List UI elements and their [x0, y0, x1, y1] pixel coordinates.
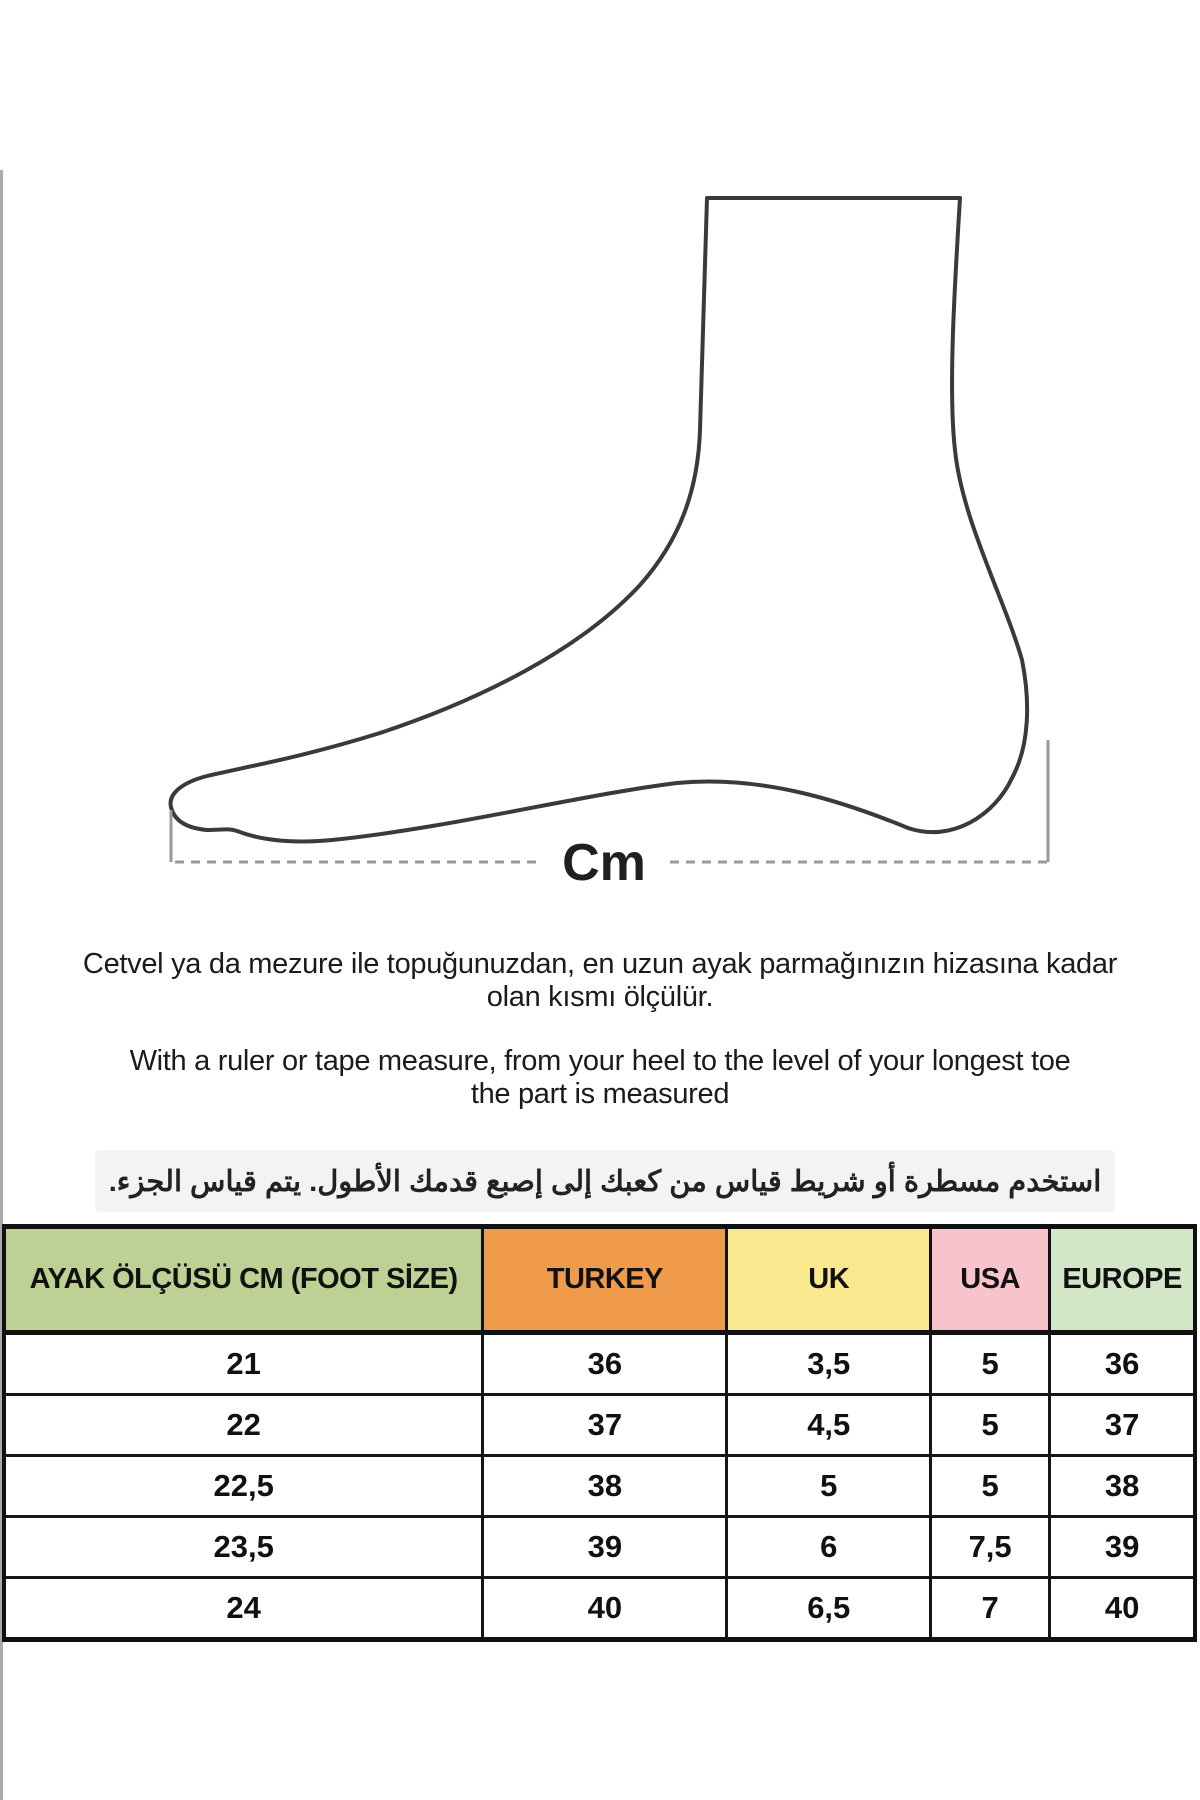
cell-europe: 37 — [1050, 1395, 1195, 1456]
cell-usa: 5 — [931, 1456, 1050, 1517]
cell-uk: 5 — [727, 1456, 931, 1517]
cell-europe: 39 — [1050, 1517, 1195, 1578]
cell-turkey: 36 — [483, 1333, 727, 1395]
instruction-turkish-line1: Cetvel ya da mezure ile topuğunuzdan, en uzun ayak parmağınızın hizasına kadar — [82, 948, 1118, 980]
cell-europe: 36 — [1050, 1333, 1195, 1395]
cell-turkey: 37 — [483, 1395, 727, 1456]
instruction-arabic: استخدم مسطرة أو شريط قياس من كعبك إلى إصبع قدمك الأطول. يتم قياس الجزء. — [108, 1165, 1102, 1198]
cell-usa: 7 — [931, 1578, 1050, 1640]
header-usa: USA — [931, 1227, 1050, 1333]
cm-unit-label: Cm — [562, 834, 646, 892]
cell-usa: 5 — [931, 1395, 1050, 1456]
cell-foot-size: 22,5 — [4, 1456, 483, 1517]
cell-turkey: 39 — [483, 1517, 727, 1578]
cell-usa: 7,5 — [931, 1517, 1050, 1578]
instruction-arabic-strip — [95, 1150, 1115, 1212]
cell-uk: 3,5 — [727, 1333, 931, 1395]
table-row — [4, 1456, 1195, 1517]
cell-foot-size: 24 — [4, 1578, 483, 1640]
cell-turkey: 38 — [483, 1456, 727, 1517]
cell-turkey: 40 — [483, 1578, 727, 1640]
size-conversion-table — [2, 1224, 1197, 1642]
cell-usa: 5 — [931, 1333, 1050, 1395]
cell-foot-size: 23,5 — [4, 1517, 483, 1578]
header-uk: UK — [727, 1227, 931, 1333]
header-europe: EUROPE — [1050, 1227, 1195, 1333]
foot-measurement-diagram — [130, 150, 1080, 895]
instruction-english — [40, 1045, 1160, 1111]
instruction-english-line1: With a ruler or tape measure, from your heel to the level of your longest toe — [129, 1045, 1071, 1077]
cell-uk: 4,5 — [727, 1395, 931, 1456]
cell-europe: 40 — [1050, 1578, 1195, 1640]
table-row — [4, 1395, 1195, 1456]
instruction-turkish — [40, 948, 1160, 1014]
header-turkey: TURKEY — [483, 1227, 727, 1333]
table-row — [4, 1517, 1195, 1578]
foot-outline-drawing — [171, 198, 1028, 841]
instruction-english-line2: the part is measured — [470, 1078, 730, 1110]
instruction-turkish-line2: olan kısmı ölçülür. — [486, 981, 714, 1013]
size-table-header-row — [4, 1227, 1195, 1333]
cell-foot-size: 21 — [4, 1333, 483, 1395]
cell-uk: 6 — [727, 1517, 931, 1578]
cell-foot-size: 22 — [4, 1395, 483, 1456]
header-foot-size: AYAK ÖLÇÜSÜ CM (FOOT SİZE) — [4, 1227, 483, 1333]
cell-uk: 6,5 — [727, 1578, 931, 1640]
table-row — [4, 1333, 1195, 1395]
table-row — [4, 1578, 1195, 1640]
cell-europe: 38 — [1050, 1456, 1195, 1517]
